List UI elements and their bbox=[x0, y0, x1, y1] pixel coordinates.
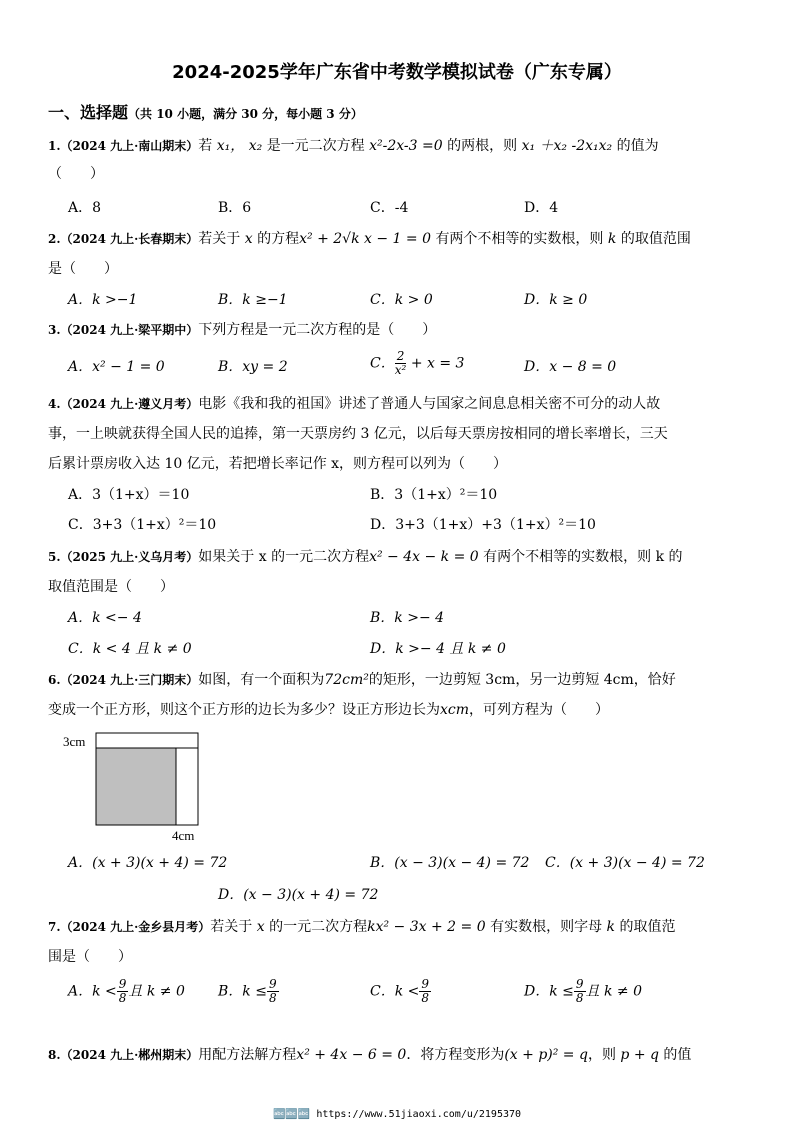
q6-option-d[interactable]: D．(x − 3)(x + 4) = 72 bbox=[218, 887, 379, 903]
question-2-line2: 是（ ） bbox=[48, 261, 118, 277]
q3-option-c[interactable]: C． $\frac{2}{\text{x²}}$ + x = 3 bbox=[370, 349, 465, 377]
q7-option-c[interactable]: C．k < $\frac{9}{8}$ bbox=[370, 977, 430, 1005]
question-8: 8.（2024 九上·郴州期末）用配方法解方程x² + 4x − 6 = 0．将方程变形为(x + p)² = q，则 p + q 的值 bbox=[48, 1047, 692, 1063]
question-4-line3: 后累计票房收入达 10 亿元，若把增长率记作 x，则方程可以列为（ ） bbox=[48, 456, 508, 472]
q4-option-a[interactable]: A．3（1+x）＝10 bbox=[68, 487, 190, 503]
question-7-line2: 围是（ ） bbox=[48, 949, 132, 965]
question-2: 2.（2024 九上·长春期末）若关于 x 的方程x² + 2√k x − 1 = 0 有两个不相等的实数根，则 k 的取值范围 bbox=[48, 231, 691, 247]
q6-option-c[interactable]: C．(x + 3)(x − 4) = 72 bbox=[545, 855, 705, 871]
q7-option-d[interactable]: D．k ≤ $\frac{9}{8}$ 且 k ≠ 0 bbox=[524, 977, 643, 1005]
q1-option-b[interactable]: B．6 bbox=[218, 200, 252, 216]
q4-option-b[interactable]: B．3（1+x）²＝10 bbox=[370, 487, 498, 503]
section-heading bbox=[48, 100, 363, 123]
q1-option-d[interactable]: D．4 bbox=[524, 200, 559, 216]
rectangle-figure bbox=[60, 732, 210, 848]
rectangle-diagram bbox=[60, 732, 210, 844]
question-5-line2: 取值范围是（ ） bbox=[48, 579, 174, 595]
q5-option-c[interactable]: C．k < 4 且 k ≠ 0 bbox=[68, 641, 192, 657]
q4-option-c[interactable]: C．3+3（1+x）²＝10 bbox=[68, 517, 217, 533]
q5-option-b[interactable]: B．k >− 4 bbox=[370, 610, 445, 626]
question-5: 5.（2025 九上·义乌月考）如果关于 x 的一元二次方程x² − 4x − k = 0 有两个不相等的实数根，则 k 的 bbox=[48, 549, 683, 565]
q5-option-d[interactable]: D．k >− 4 且 k ≠ 0 bbox=[370, 641, 506, 657]
q3-option-d[interactable]: D．x − 8 = 0 bbox=[524, 359, 617, 375]
q2-option-c[interactable]: C．k > 0 bbox=[370, 292, 433, 308]
section-title: 一、选择题 bbox=[48, 103, 129, 122]
q1-option-a[interactable]: A．8 bbox=[68, 200, 102, 216]
q4-option-d[interactable]: D．3+3（1+x）+3（1+x）²＝10 bbox=[370, 517, 596, 533]
q3-option-b[interactable]: B．xy = 2 bbox=[218, 359, 288, 375]
footer-url[interactable]: 🔤🔤🔤 https://www.51jiaoxi.com/u/2195370 bbox=[272, 1109, 522, 1120]
question-6: 6.（2024 九上·三门期末）如图，有一个面积为72cm²的矩形，一边剪短 3cm，另一边剪短 4cm，恰好 bbox=[48, 672, 676, 688]
q5-option-a[interactable]: A．k <− 4 bbox=[68, 610, 142, 626]
fraction: $\frac{2}{\text{x²}}$ bbox=[394, 349, 407, 377]
q7-option-a[interactable]: A．k < $\frac{9}{8}$ 且 k ≠ 0 bbox=[68, 977, 185, 1005]
question-3: 3.（2024 九上·梁平期中）下列方程是一元二次方程的是（ ） bbox=[48, 322, 437, 338]
section-note: （共 10 小题，满分 30 分，每小题 3 分） bbox=[128, 107, 363, 121]
question-4: 4.（2024 九上·遵义月考）电影《我和我的祖国》讲述了普通人与国家之间息息相关密不可分的动人故 bbox=[48, 396, 661, 412]
label-4cm: 4cm bbox=[172, 828, 195, 843]
question-1: 1.（2024 九上·南山期末）若 x₁， x₂ 是一元二次方程 x²-2x-3 =0 的两根，则 x₁ ＋x₂ -2x₁x₂ 的值为 bbox=[48, 138, 659, 154]
page-title: 2024-2025学年广东省中考数学模拟试卷（广东专属） bbox=[172, 62, 622, 83]
q3-option-a[interactable]: A．x² − 1 = 0 bbox=[68, 359, 165, 375]
question-4-line2: 事，一上映就获得全国人民的追捧，第一天票房约 3 亿元，以后每天票房按相同的增长率增长，三天 bbox=[48, 426, 668, 442]
q1-option-c[interactable]: C．-4 bbox=[370, 200, 409, 216]
question-1-blank: （ ） bbox=[48, 166, 104, 182]
q7-option-b[interactable]: B．k ≤ $\frac{9}{8}$ bbox=[218, 977, 277, 1005]
question-7: 7.（2024 九上·金乡县月考）若关于 x 的一元二次方程kx² − 3x + 2 = 0 有实数根，则字母 k 的取值范 bbox=[48, 919, 676, 935]
question-6-line2: 变成一个正方形，则这个正方形的边长为多少？设正方形边长为xcm，可列方程为（ ） bbox=[48, 702, 610, 718]
q6-option-b[interactable]: B．(x − 3)(x − 4) = 72 bbox=[370, 855, 530, 871]
q2-option-d[interactable]: D．k ≥ 0 bbox=[524, 292, 588, 308]
q6-option-a[interactable]: A．(x + 3)(x + 4) = 72 bbox=[68, 855, 228, 871]
label-3cm: 3cm bbox=[63, 734, 86, 749]
q2-option-b[interactable]: B．k ≥−1 bbox=[218, 292, 288, 308]
q2-option-a[interactable]: A．k >−1 bbox=[68, 292, 138, 308]
